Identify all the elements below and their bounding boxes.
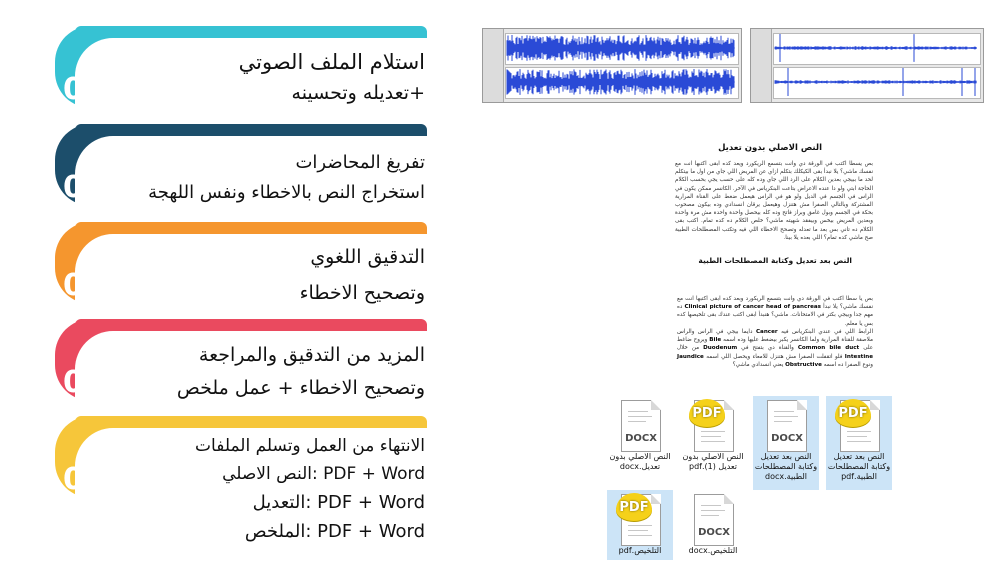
file-type-label: PDF (619, 500, 649, 515)
file-edited-pdf[interactable] (826, 396, 892, 490)
waveform-dense (483, 29, 741, 102)
original-text-body: بص يسطا اكتب في الورقة دي وانت بتسمع الريكورد ويعد كده ابقى اكتبها انت مع نفسك ماشي؟ يلا نبدأ بقى الكيكلك بتكلم ازاي عن المريض اللي جاي من اول ما بيتكلم لحد ما ببيجي بعدين الكلام على الرد اللي جاي وده كله على حسب يجي بحسب الكلام الحاجة ابتي ولو دا عنده الاعراض بتاعت البنكرياس في الآخر. الكانسر ممكن يكون في الراس في الجسم في الديل ولو هو في الراس هيعمل ضغط على القناة المرارية المشتركة وبالتالي الصفرا مش هتنزل وهيعمل يرقان انسدادي وده بيكون مصحوب بحكة في الجسم وبول غامق وبراز فاتح وده كله بيحصل واحدة واحدة مش مرة واحدة وبعدين المريض بيخس وبيفقد شهيته ماشي؟ خلص الكلام ده كده تمام. اكتب بقى الكلام ده تاني بس بعد ما تعدله وتصحح الاخطاء اللي فيه وتكتب المصطلحات الطبية صح ماشي كده تمام؟ اللي بعده يلا بينا. (674, 161, 873, 241)
step-number: 05 (63, 462, 107, 497)
audio-editor-before (482, 28, 742, 103)
step-title: تفريغ المحاضرات (295, 152, 425, 173)
docx-file-icon (767, 400, 807, 452)
edited-text-fragment: والقناة دي بتفتح في (741, 345, 794, 352)
medical-term: Common bile duct (797, 345, 860, 352)
file-type-label: DOCX (698, 527, 730, 538)
step-accent-bar (75, 222, 427, 234)
edited-text-fragment: يعني انسدادي ماشي؟ (732, 361, 784, 368)
file-name: النص بعد تعديل وكتابة المصطلحات الطبية.docx (754, 452, 818, 481)
edited-text-fragment: من خلال (677, 345, 700, 352)
step-title: المزيد من التدقيق والمراجعة (198, 344, 425, 366)
step-title: التدقيق اللغوي (310, 246, 425, 268)
file-type-label: PDF (692, 406, 722, 421)
medical-term: Cancer (755, 329, 778, 335)
pdf-file-icon (621, 494, 661, 546)
step-04 (55, 319, 427, 401)
step-accent-bar (75, 124, 427, 136)
edited-text-fragment: ويروح ضاغط على (677, 337, 874, 352)
step-03 (55, 222, 427, 304)
edited-text-paragraph-2 (677, 328, 873, 372)
docx-file-icon (621, 400, 661, 452)
medical-term: Obstructive (785, 361, 822, 368)
step-accent-bar (75, 26, 427, 38)
file-type-label: DOCX (771, 433, 803, 444)
docx-file-icon (694, 494, 734, 546)
medical-term: Intestine (844, 353, 874, 360)
file-name: النص الاصلي بدون تعديل (1).pdf (682, 452, 744, 471)
step-subtitle: وتصحيح الاخطاء + عمل ملخص (176, 377, 425, 399)
step-accent-bar (75, 319, 427, 331)
step-01 (55, 26, 427, 108)
edited-text-fragment: دايما بيجي في الراس والراس ملاصقة للقناة المرارية ولما الكانسر يكبر بيضغط عليها وده اسمه (677, 329, 874, 344)
step-deliverable-summary: PDF + Word :الملخص (244, 521, 425, 542)
medical-term: Jaundice (677, 353, 704, 360)
file-name: النص بعد تعديل وكتابة المصطلحات الطبية.pdf (827, 452, 891, 481)
edited-text-fragment: ده مهم جدا وبيجي بكتر في الامتحانات. ماشي؟ هنبدأ ابقى اكتب عندك بقى تلخيصها كده بس يا معلم. (677, 304, 873, 327)
step-subtitle: استخراج النص بالاخطاء ونفس اللهجة (148, 182, 425, 203)
file-name: النص الاصلي بدون تعديل.docx (609, 452, 671, 471)
step-title: استلام الملف الصوتي (238, 50, 425, 74)
file-original-pdf[interactable] (680, 396, 746, 482)
file-type-label: DOCX (625, 433, 657, 444)
waveform-sparse (751, 29, 983, 102)
step-accent-bar (75, 416, 427, 428)
file-summary-pdf[interactable] (607, 490, 673, 560)
file-name: التلخيص.pdf (618, 546, 662, 555)
edited-text-fragment: فلو اتقفلت الصفرا مش هتنزل للامعاء ويحصل اللي اسمه (706, 353, 843, 360)
file-type-label: PDF (838, 406, 868, 421)
edited-text-fragment: ونوع الصفرا ده اسمه (823, 361, 873, 368)
medical-term: Duodenum (703, 345, 738, 352)
file-original-docx[interactable] (607, 396, 673, 472)
step-subtitle: +تعديله وتحسينه (291, 82, 425, 104)
step-number: 04 (63, 365, 107, 400)
step-number: 02 (63, 170, 107, 205)
step-number: 01 (63, 72, 107, 107)
step-number: 03 (63, 268, 107, 303)
step-subtitle: وتصحيح الاخطاء (299, 282, 425, 304)
step-deliverable-original: PDF + Word :النص الاصلي (222, 464, 425, 484)
edited-text-fragment: الرابط اللي في عندي البنكرياس فيه (781, 329, 874, 335)
step-05 (55, 416, 427, 498)
file-name: التلخيص.docx (688, 546, 738, 555)
edited-text-paragraph-1 (677, 295, 874, 327)
step-title: الانتهاء من العمل وتسلم الملفات (195, 436, 425, 456)
pdf-file-icon (694, 400, 734, 452)
edited-text-title: النص بعد تعديل وكتابة المصطلحات الطبية (698, 256, 852, 265)
file-summary-docx[interactable] (680, 490, 746, 560)
pdf-file-icon (840, 400, 880, 452)
audio-editor-after (750, 28, 984, 103)
original-text-title: النص الاصلي بدون تعديل (718, 143, 822, 153)
edited-text-fragment: بص يا سطا اكتب في الورقة دي وانت بتسمع الريكورد وبعد كده ابقى اكتبها انت مع نفسك ماشي؟ يلا نبدأ (677, 296, 874, 311)
medical-term: Bile (709, 337, 722, 344)
step-deliverable-edited: PDF + Word :التعديل (252, 492, 425, 513)
medical-term: Clinical picture of cancer head of pancreas (684, 304, 821, 311)
file-edited-docx[interactable] (753, 396, 819, 490)
step-02 (55, 124, 427, 206)
